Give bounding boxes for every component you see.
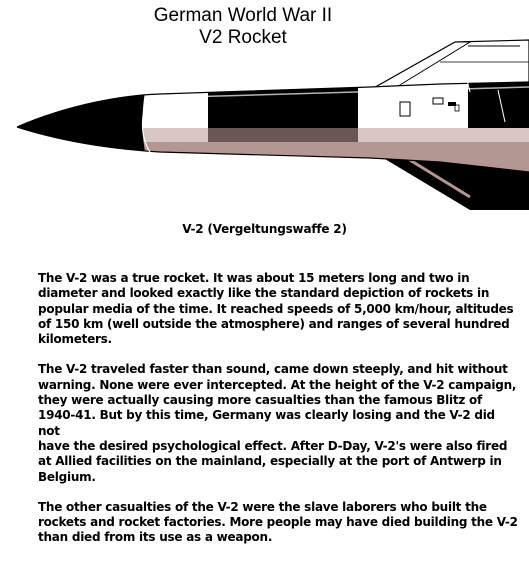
figure-caption: V-2 (Vergeltungswaffe 2) <box>182 222 347 236</box>
paragraph: The V-2 traveled faster than sound, came down steeply, and hit without warning. None were ever intercepted. At the height of the V-2 campaign, they were actually causing more casualties than the famous Blitz of 1940-41. But by this time, Germany was clearly losing and the V-2 did not have the desired psychological effect. After D-Day, V-2's were also fired at Allied facilities on the mainland, especially at the port of Antwerp in Belgium. <box>38 362 517 484</box>
paragraph: The V-2 was a true rocket. It was about 15 meters long and two in diameter and looked exactly like the standard depiction of rockets in popular media of the time. It reached speeds of 5,000 km/hour, altitudes of 150 km (well outside the atmosphere) and ranges of several hundred kilometers. <box>38 271 514 347</box>
v2-rocket-figure <box>0 32 529 210</box>
article-body <box>38 271 518 561</box>
title-line-1: German World War II <box>153 5 333 26</box>
paragraph: The other casualties of the V-2 were the slave laborers who built the rockets and rocket factories. More people may have died building the V-2 than died from its use as a weapon. <box>38 499 518 545</box>
v2-rocket-icon <box>0 32 529 210</box>
title-line-2: V2 Rocket <box>199 27 287 48</box>
